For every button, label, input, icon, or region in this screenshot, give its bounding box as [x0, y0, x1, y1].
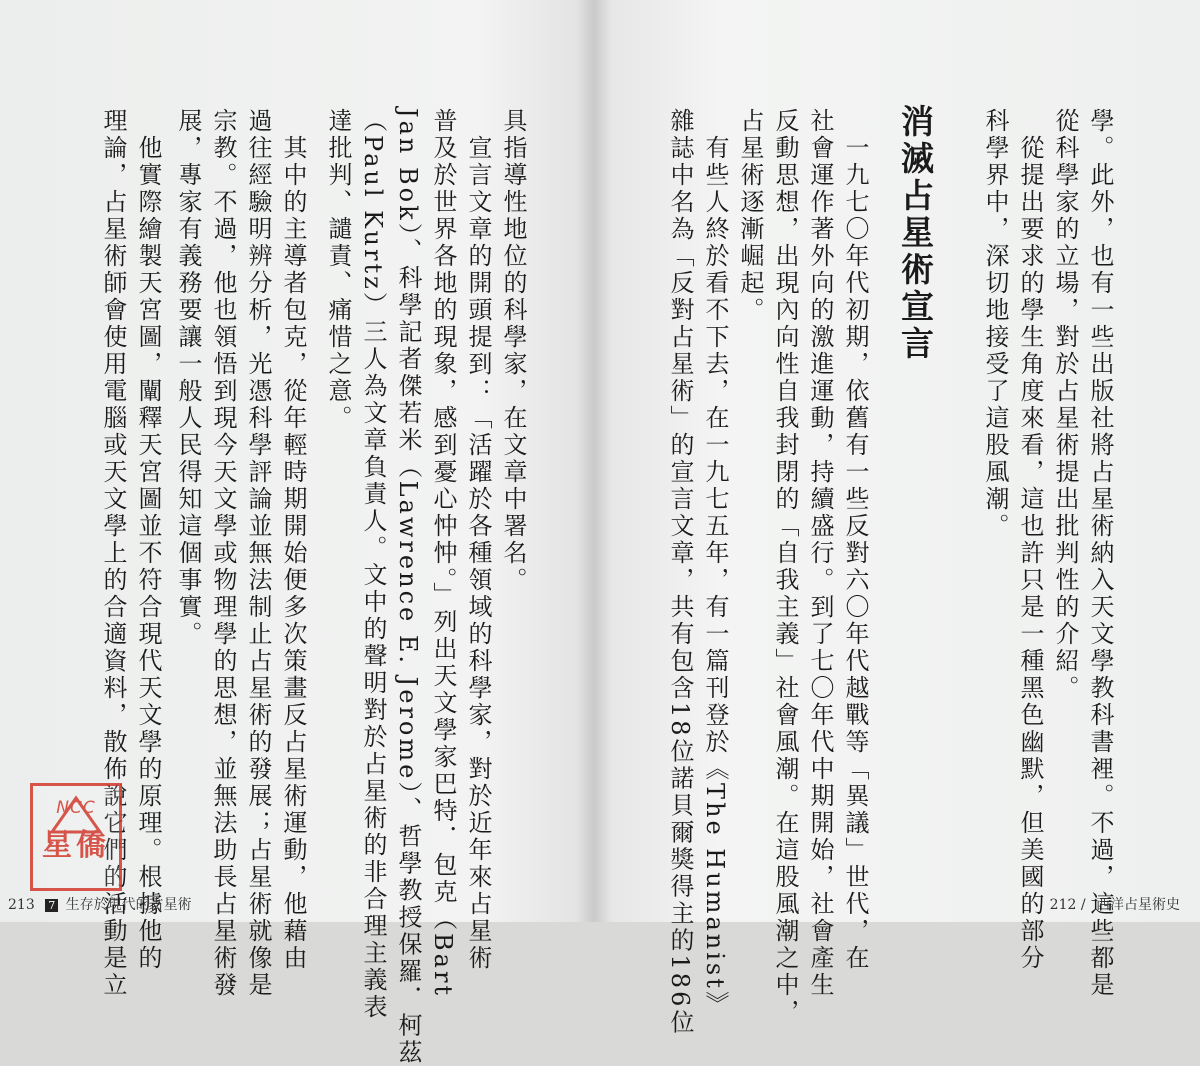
page-footer — [1050, 894, 1180, 914]
text-column: 具指導性地位的科學家，在文章中署名。 — [499, 108, 527, 594]
text-column: 從科學家的立場，對於占星術提出批判性的介紹。 — [1051, 108, 1079, 702]
text-column: 宣言文章的開頭提到：「活躍於各種領域的科學家，對於近年來占星術 — [464, 108, 492, 972]
text-column: 從提出要求的學生角度來看，這也許只是一種黑色幽默，但美國的部分 — [1016, 108, 1044, 972]
text-column: Jan Bok）、科學記者傑若米（Lawrence E. Jerome）、哲學教授保羅．柯茲 — [394, 108, 422, 1066]
page-213 — [0, 0, 580, 1066]
text-column: 有些人終於看不下去，在一九七五年，有一篇刊登於《The Humanist》 — [701, 108, 729, 1018]
text-column: 理論，占星術師會使用電腦或天文學上的合適資料，散佈說它們的活動是立 — [99, 108, 127, 999]
running-title: 西洋占星術史 — [1096, 897, 1180, 913]
text-column: 過往經驗明辨分析，光憑科學評論並無法制止占星術的發展；占星術就像是 — [244, 108, 272, 999]
text-column: 一九七〇年代初期，依舊有一些反對六〇年代越戰等「異議」世代，在 — [841, 108, 869, 972]
text-column: 反動思想，出現內向性自我封閉的「自我主義」社會風潮。在這股風潮之中， — [771, 108, 799, 1026]
text-column: 其中的主導者包克，從年輕時期開始便多次策畫反占星術運動，他藉由 — [279, 108, 307, 972]
text-column: （Paul Kurtz）三人為文章負責人。文中的聲明對於占星術的非合理主義表 — [359, 108, 387, 1021]
text-column: 雜誌中名為「反對占星術」的宣言文章，共有包含18位諾貝爾獎得主的186位 — [666, 108, 694, 1037]
text-column: 社會運作著外向的激進運動，持續盛行。到了七〇年代中期開始，社會產生 — [806, 108, 834, 999]
running-title: 生存於現代的占星術 — [65, 897, 192, 913]
section-heading: 消滅占星術宣言 — [896, 104, 935, 363]
chapter-badge: 7 — [45, 899, 58, 912]
watermark-stamp — [30, 783, 122, 891]
stamp-name: 星僑 — [42, 828, 110, 863]
text-column: 宗教。不過，他也領悟到現今天文學或物理學的思想，並無法助長占星術發 — [209, 108, 237, 999]
stamp-brand: NCC — [56, 798, 96, 818]
text-column: 他實際繪製天宮圖，闡釋天宮圖並不符合現代天文學的原理。根據他的 — [134, 108, 162, 972]
text-column: 普及於世界各地的現象，感到憂心忡忡。」列出天文學家巴特．包克（Bart — [429, 108, 457, 999]
text-column: 占星術逐漸崛起。 — [736, 108, 764, 324]
page-number: 212 / — [1049, 897, 1086, 913]
text-column: 科學界中，深切地接受了這股風潮。 — [981, 108, 1009, 540]
text-column: 學。此外，也有一些出版社將占星術納入天文學教科書裡。不過，這些都是 — [1086, 108, 1114, 999]
page-number: 213 — [8, 897, 35, 913]
text-column: 展，專家有義務要讓一般人民得知這個事實。 — [174, 108, 202, 648]
page-212 — [582, 0, 1200, 1037]
page-footer — [8, 894, 192, 914]
text-column: 達批判、譴責、痛惜之意。 — [324, 108, 352, 432]
